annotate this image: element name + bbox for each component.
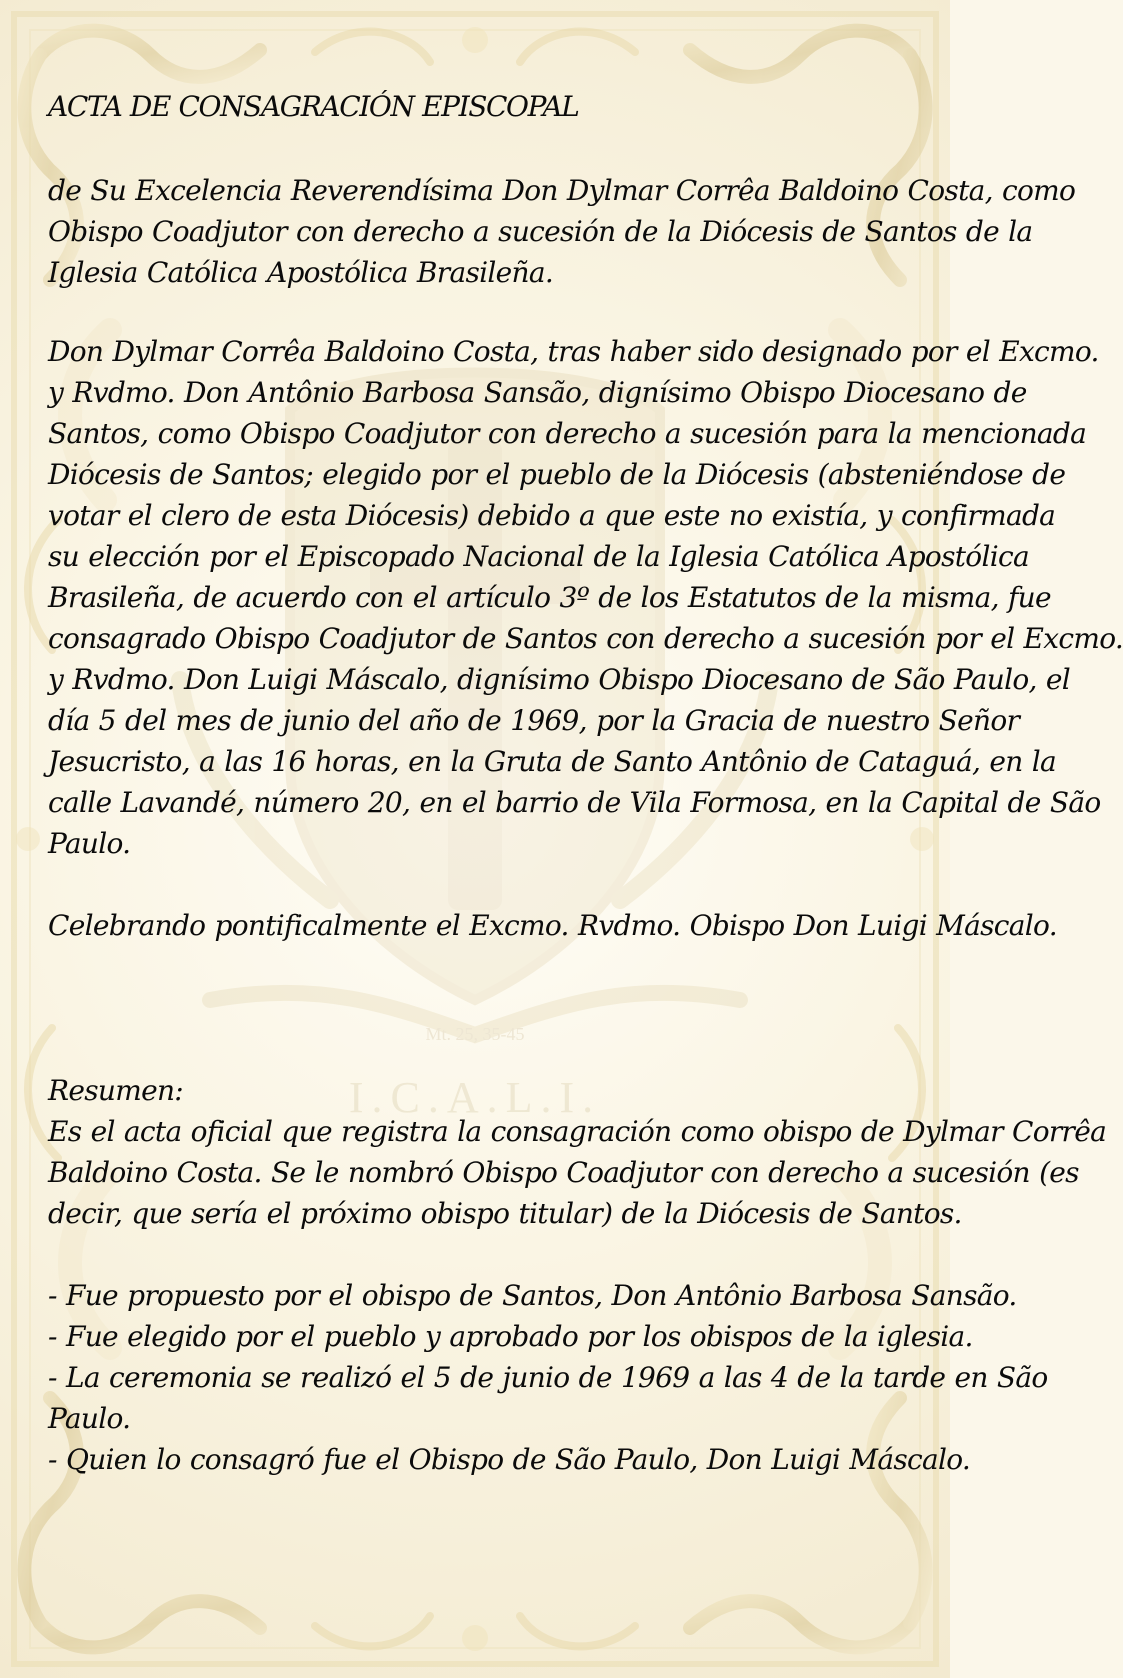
summary-line-2: Baldoino Costa. Se le nombró Obispo Coadjutor con derecho a sucesión (es: [48, 1156, 1079, 1189]
document-title: ACTA DE CONSAGRACIÓN EPISCOPAL: [48, 90, 579, 123]
body-line-9: y Rvdmo. Don Luigi Máscalo, dignísimo Obispo Diocesano de São Paulo, el: [48, 663, 1071, 696]
summary-line-3: decir, que sería el próximo obispo titular) de la Diócesis de Santos.: [48, 1197, 962, 1230]
bullet-line-2: - Fue elegido por el pueblo y aprobado por los obispos de la iglesia.: [48, 1320, 973, 1353]
celebrant-line: Celebrando pontificalmente el Excmo. Rvdmo. Obispo Don Luigi Máscalo.: [48, 909, 1057, 942]
body-line-5: votar el clero de esta Diócesis) debido a que este no existía, y confirmada: [48, 499, 1056, 532]
summary-section: [48, 1070, 1106, 1234]
body-line-7: Brasileña, de acuerdo con el artículo 3º de los Estatutos de la misma, fue: [48, 581, 1051, 614]
bullet-line-1: - Fue propuesto por el obispo de Santos, Don Antônio Barbosa Sansão.: [48, 1279, 1017, 1312]
body-line-2: y Rvdmo. Don Antônio Barbosa Sansão, dignísimo Obispo Diocesano de: [48, 376, 1027, 409]
body-line-1: Don Dylmar Corrêa Baldoino Costa, tras haber sido designado por el Excmo.: [48, 335, 1099, 368]
body-line-6: su elección por el Episcopado Nacional de la Iglesia Católica Apostólica: [48, 540, 1029, 573]
intro-line-2: Obispo Coadjutor con derecho a sucesión de la Diócesis de Santos de la: [48, 215, 1033, 248]
intro-paragraph: [48, 170, 1075, 293]
intro-line-1: de Su Excelencia Reverendísima Don Dylmar Corrêa Baldoino Costa, como: [48, 174, 1076, 207]
bullet-line-5: - Quien lo consagró fue el Obispo de São Paulo, Don Luigi Máscalo.: [48, 1443, 971, 1476]
body-line-12: calle Lavandé, número 20, en el barrio de Vila Formosa, en la Capital de São: [48, 786, 1101, 819]
celebrant-paragraph: [48, 905, 1057, 946]
body-line-4: Diócesis de Santos; elegido por el pueblo de la Diócesis (absteniéndose de: [48, 458, 1066, 491]
bullet-line-3: - La ceremonia se realizó el 5 de junio de 1969 a las 4 de la tarde en São: [48, 1361, 1048, 1394]
body-line-8: consagrado Obispo Coadjutor de Santos con derecho a sucesión por el Excmo.: [48, 622, 1123, 655]
bullet-line-4: Paulo.: [48, 1402, 131, 1435]
watermark-reference: Mt. 25, 35-45: [425, 1024, 525, 1044]
summary-line-1: Es el acta oficial que registra la consagración como obispo de Dylmar Corrêa: [48, 1115, 1107, 1148]
consecration-paragraph: [48, 331, 1123, 864]
watermark-initials: I.C.A.L.I.: [348, 1073, 602, 1122]
body-line-11: Jesucristo, a las 16 horas, en la Gruta de Santo Antônio de Cataguá, en la: [48, 745, 1057, 778]
intro-line-3: Iglesia Católica Apostólica Brasileña.: [48, 256, 554, 289]
summary-bullets: [48, 1275, 1048, 1480]
body-line-10: día 5 del mes de junio del año de 1969, por la Gracia de nuestro Señor: [48, 704, 1020, 737]
body-line-13: Paulo.: [48, 827, 131, 860]
body-line-3: Santos, como Obispo Coadjutor con derecho a sucesión para la mencionada: [48, 417, 1087, 450]
summary-heading: Resumen:: [48, 1074, 184, 1107]
